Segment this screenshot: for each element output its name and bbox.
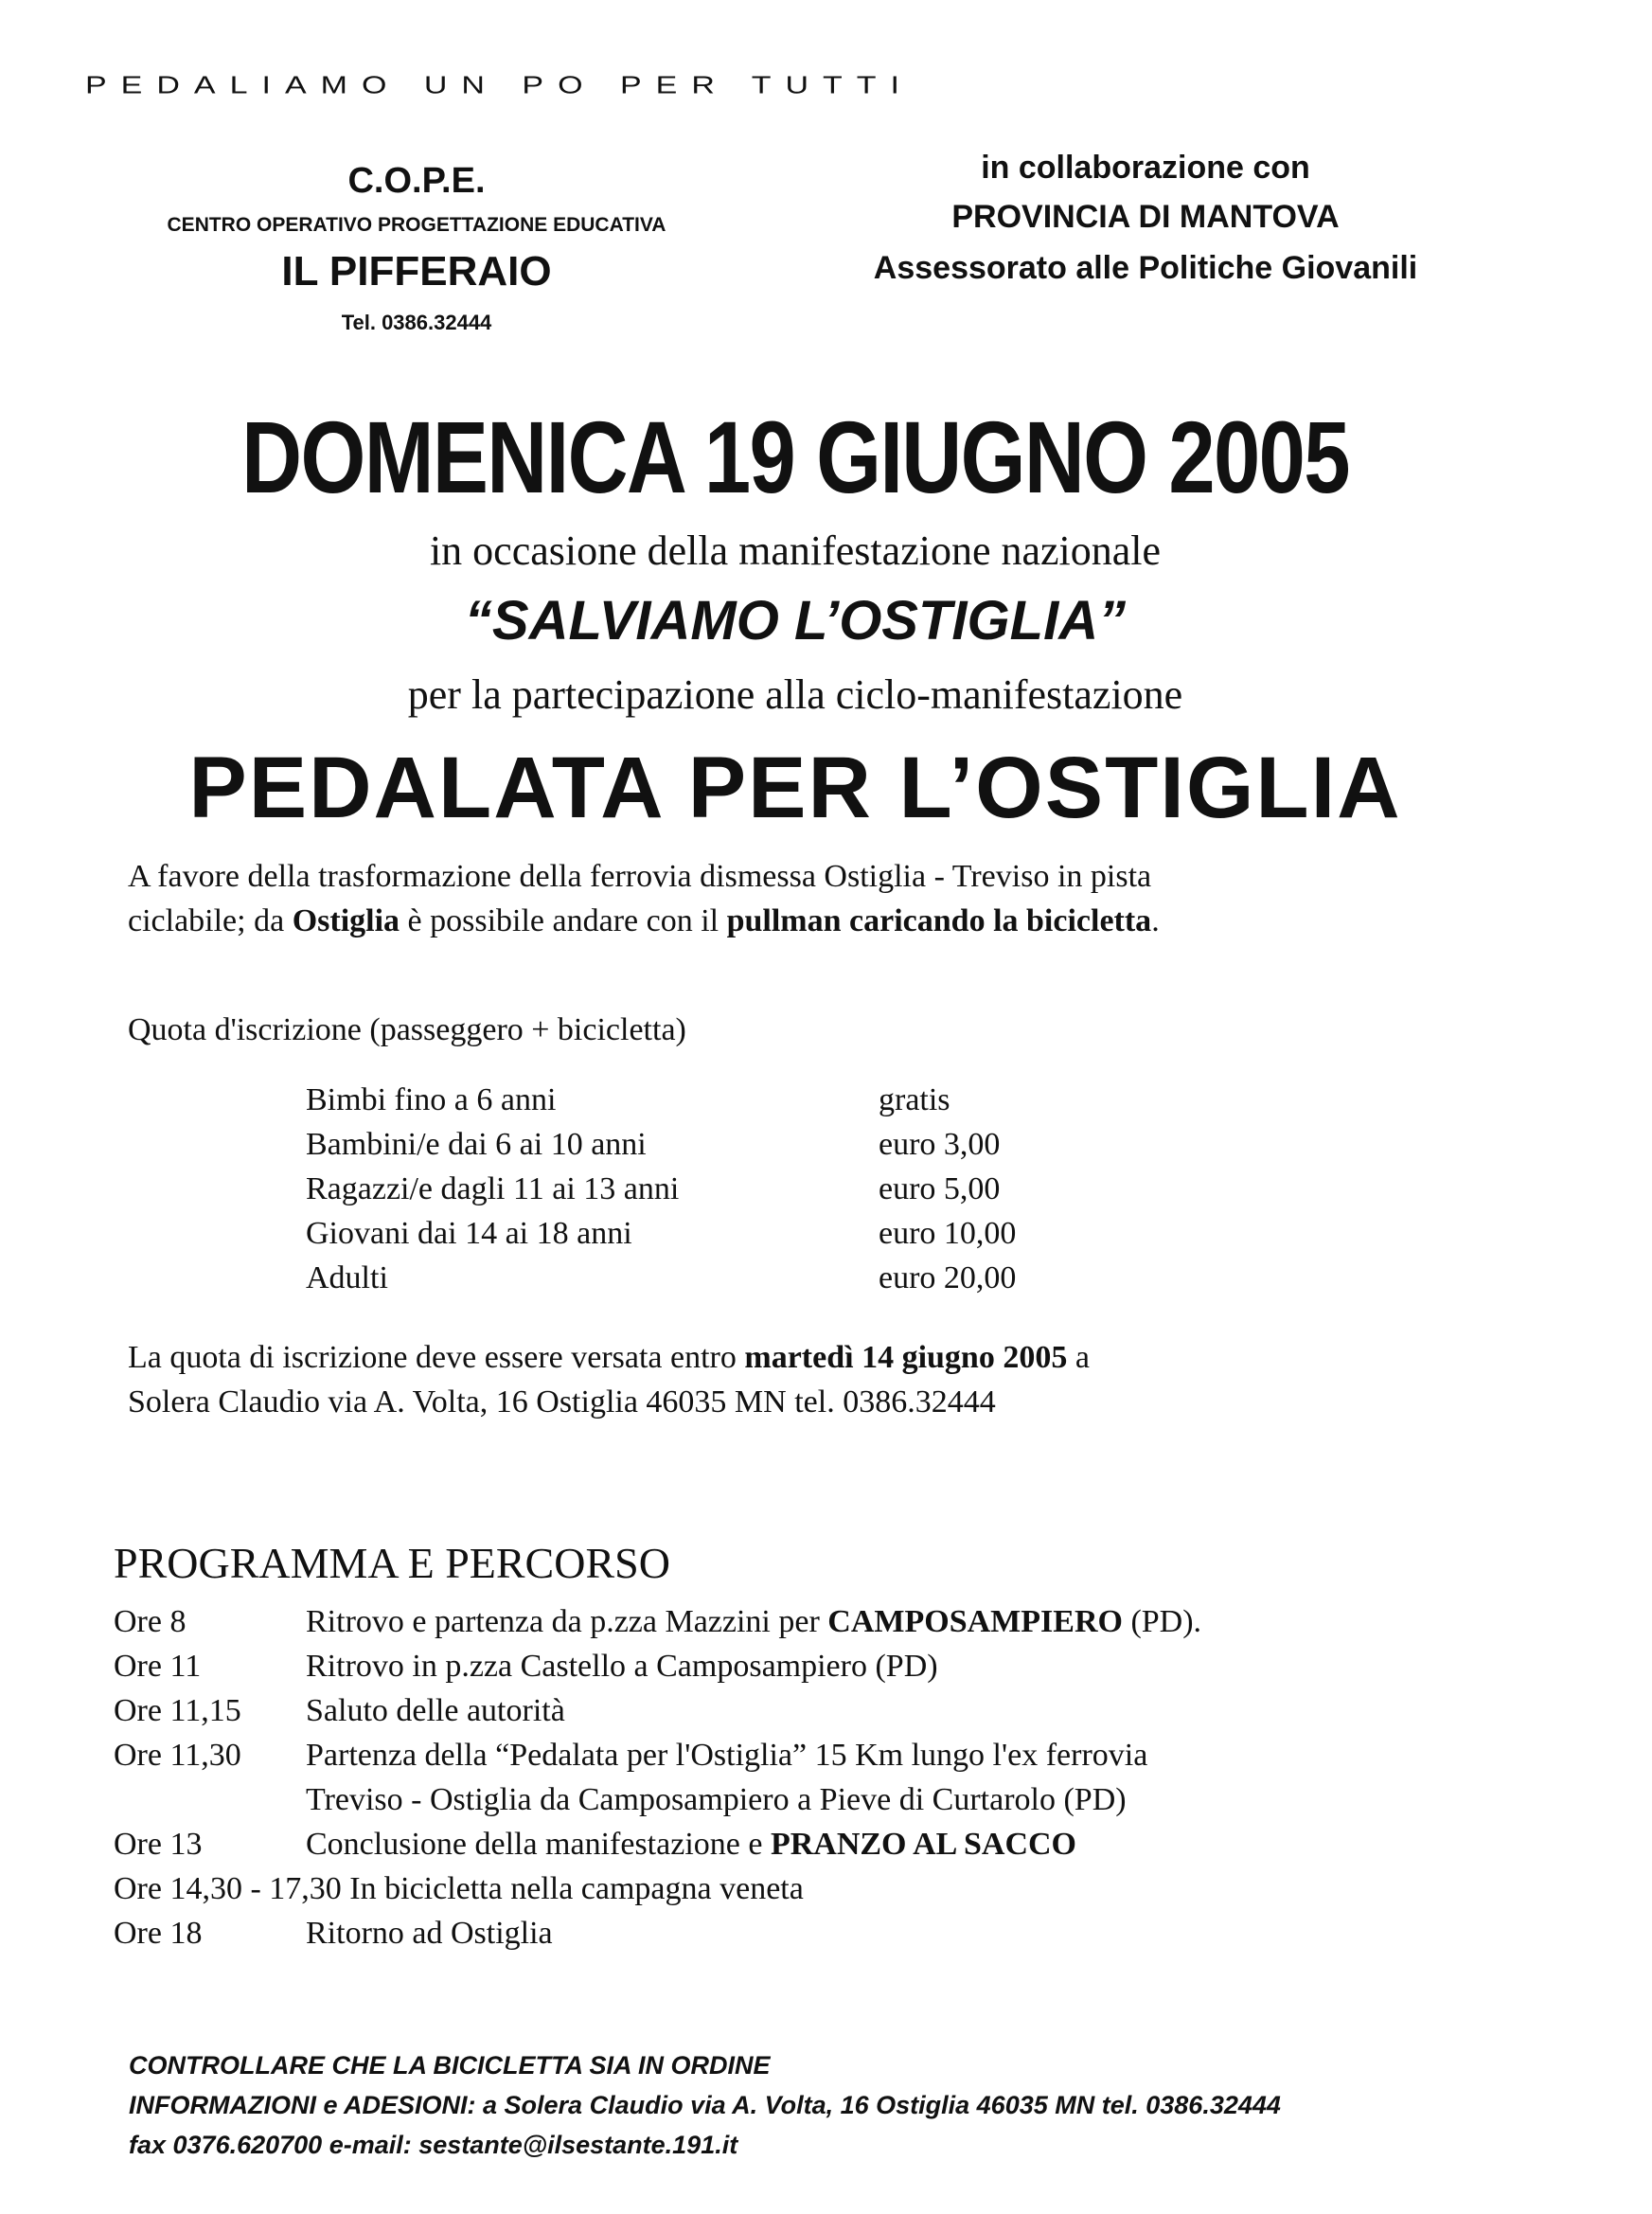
program-desc-text: Conclusione della manifestazione e bbox=[306, 1827, 771, 1862]
program-time: Ore 11,15 bbox=[114, 1693, 241, 1728]
fee-category: Adulti bbox=[306, 1260, 388, 1295]
national-event-name: “SALVIAMO L’OSTIGLIA” bbox=[464, 590, 1127, 652]
program-desc: Saluto delle autorità bbox=[306, 1693, 565, 1728]
deadline-text: La quota di iscrizione deve essere versata entro bbox=[128, 1340, 745, 1375]
deadline-line-2: Solera Claudio via A. Volta, 16 Ostiglia 46035 MN tel. 0386.32444 bbox=[128, 1384, 996, 1419]
program-title: PROGRAMMA E PERCORSO bbox=[114, 1539, 670, 1587]
footer-info-contact: INFORMAZIONI e ADESIONI: a Solera Claudio via A. Volta, 16 Ostiglia 46035 MN tel. 0386.32444 bbox=[129, 2091, 1281, 2119]
fee-category: Bimbi fino a 6 anni bbox=[306, 1082, 557, 1117]
program-time bbox=[114, 1871, 804, 1907]
organizer-full-name: CENTRO OPERATIVO PROGETTAZIONE EDUCATIVA bbox=[167, 214, 666, 236]
program-time: Ore 8 bbox=[114, 1604, 187, 1639]
program-time: Ore 11,30 bbox=[114, 1738, 241, 1773]
ride-name: PEDALATA PER L’OSTIGLIA bbox=[188, 740, 1402, 836]
intro-text: ciclabile; da bbox=[128, 903, 293, 938]
event-date-headline: DOMENICA 19 GIUGNO 2005 bbox=[241, 400, 1349, 514]
intro-bold-ostiglia: Ostiglia bbox=[292, 903, 400, 938]
tagline: PEDALIAMO UN PO PER TUTTI bbox=[85, 72, 915, 99]
footer-fax-email: fax 0376.620700 e-mail: sestante@ilsestante.191.it bbox=[129, 2131, 738, 2159]
fee-category: Giovani dai 14 ai 18 anni bbox=[306, 1216, 632, 1251]
deadline-line-1 bbox=[128, 1335, 1090, 1380]
collaboration-partner: PROVINCIA DI MANTOVA bbox=[951, 199, 1340, 235]
program-time: Ore 18 bbox=[114, 1916, 203, 1951]
program-desc-text: (PD). bbox=[1122, 1604, 1202, 1639]
program-desc-bold: CAMPOSAMPIERO bbox=[827, 1604, 1123, 1639]
organizer-name: IL PIFFERAIO bbox=[281, 248, 552, 295]
fee-price: euro 10,00 bbox=[879, 1216, 1017, 1251]
intro-line-2 bbox=[128, 899, 1160, 943]
program-desc: Partenza della “Pedalata per l'Ostiglia” 15 Km lungo l'ex ferrovia bbox=[306, 1738, 1148, 1773]
footer-check-bike: CONTROLLARE CHE LA BICICLETTA SIA IN ORDINE bbox=[129, 2051, 771, 2080]
intro-text: . bbox=[1151, 903, 1160, 938]
program-desc-continued: Treviso - Ostiglia da Camposampiero a Pieve di Curtarolo (PD) bbox=[306, 1782, 1127, 1817]
program-desc: Ritorno ad Ostiglia bbox=[306, 1916, 553, 1951]
deadline-paragraph bbox=[128, 1335, 1090, 1424]
program-desc: Ritrovo in p.zza Castello a Camposampiero (PD) bbox=[306, 1649, 938, 1684]
fee-price: euro 20,00 bbox=[879, 1260, 1017, 1295]
program-desc-text: Ritrovo e partenza da p.zza Mazzini per bbox=[306, 1604, 828, 1639]
organizer-phone: Tel. 0386.32444 bbox=[341, 311, 492, 334]
organizer-acronym: C.O.P.E. bbox=[347, 161, 486, 201]
program-time-text: Ore 14,30 - 17,30 bbox=[114, 1871, 342, 1906]
intro-line-1: A favore della trasformazione della ferrovia dismessa Ostiglia - Treviso in pista bbox=[128, 859, 1152, 894]
intro-paragraph bbox=[128, 854, 1160, 943]
deadline-date: martedì 14 giugno 2005 bbox=[744, 1340, 1068, 1375]
program-time: Ore 11 bbox=[114, 1649, 202, 1684]
deadline-text: a bbox=[1067, 1340, 1090, 1375]
program-desc bbox=[306, 1604, 1201, 1640]
program-desc-text: In bicicletta nella campagna veneta bbox=[349, 1871, 804, 1906]
event-participation: per la partecipazione alla ciclo-manifestazione bbox=[407, 671, 1183, 718]
collaboration-intro: in collaborazione con bbox=[981, 150, 1310, 186]
program-desc-bold: PRANZO AL SACCO bbox=[770, 1827, 1077, 1862]
fee-category: Ragazzi/e dagli 11 ai 13 anni bbox=[306, 1171, 680, 1206]
program-desc bbox=[306, 1827, 1076, 1863]
fee-category: Bambini/e dai 6 ai 10 anni bbox=[306, 1127, 647, 1162]
fee-price: gratis bbox=[879, 1082, 950, 1117]
fee-price: euro 5,00 bbox=[879, 1171, 1001, 1206]
intro-bold-pullman: pullman caricando la bicicletta bbox=[726, 903, 1152, 938]
intro-text: è possibile andare con il bbox=[400, 903, 727, 938]
program-time: Ore 13 bbox=[114, 1827, 203, 1862]
collaboration-department: Assessorato alle Politiche Giovanili bbox=[873, 250, 1418, 286]
event-occasion: in occasione della manifestazione nazionale bbox=[429, 527, 1162, 574]
fee-price: euro 3,00 bbox=[879, 1127, 1001, 1162]
fee-title: Quota d'iscrizione (passeggero + bicicletta) bbox=[128, 1012, 686, 1047]
